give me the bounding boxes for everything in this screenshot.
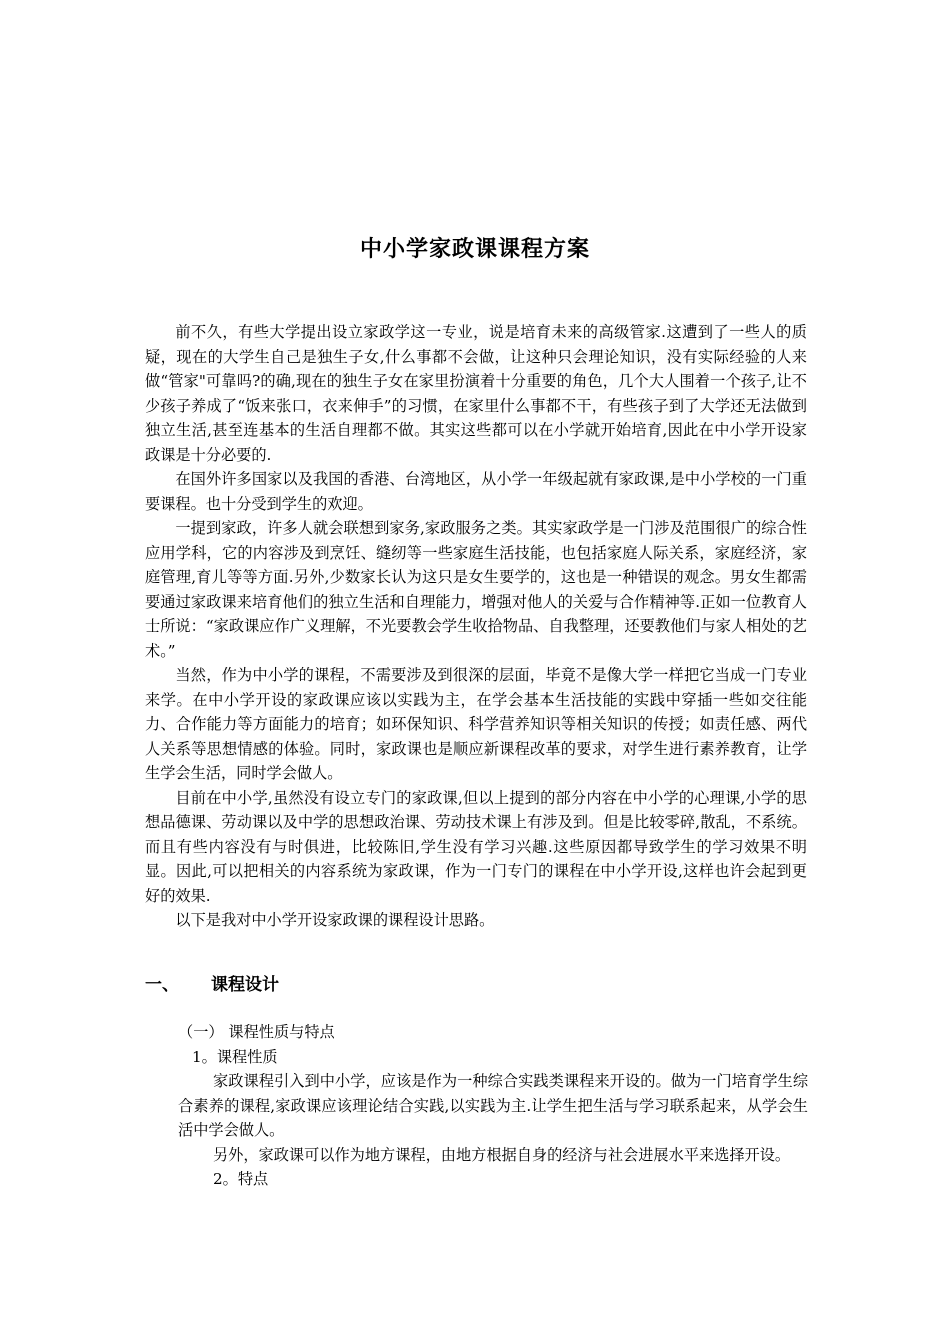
paragraph: 另外，家政课可以作为地方课程，由地方根据自身的经济与社会进展水平来选择开设。 — [212, 1145, 791, 1164]
point-heading: 2。特点 — [213, 1170, 269, 1188]
sub-heading: （一） 课程性质与特点 — [178, 1023, 335, 1041]
point-heading: 1。课程性质 — [192, 1047, 278, 1066]
paragraph: 当然，作为中小学的课程，不需要涉及到很深的层面，毕竟不是像大学一样把它当成一门专业来学。在中小学开设的家政课应该以实践为主，在学会基本生活技能的实践中穿插一些如交往能力、合作能力等方面能力的培育；如环保知识、科学营养知识等相关知识的传授；如责任感、两代人关系等思想情感的体验。同时，家政课也是顺应新课程改革的要求，对学生进行素养教育，让学生学会生活，同时学会做人。 — [145, 666, 807, 782]
section-heading — [145, 970, 279, 995]
document-title: 中小学家政课课程方案 — [359, 237, 590, 262]
section-number: 一、 — [145, 975, 179, 995]
section-body — [178, 1020, 808, 1192]
paragraph: 一提到家政，许多人就会联想到家务,家政服务之类。其实家政学是一门涉及范围很广的综合性应用学科，它的内容涉及到烹饪、缝纫等一些家庭生活技能，也包括家庭人际关系，家庭经济，家庭管理,育儿等等方面.另外,少数家长认为这只是女生要学的，这也是一种错误的观念。男女生都需要通过家政课来培育他们的独立生活和自理能力，增强对他人的关爱与合作精神等.正如一位教育人士所说：“家政课应作广义理解，不光要教会学生收拾物品、自我整理，还要教他们与家人相处的艺术。” — [145, 519, 807, 660]
paragraph: 目前在中小学,虽然没有设立专门的家政课,但以上提到的部分内容在中小学的心理课,小学的思想品德课、劳动课以及中学的思想政治课、劳动技术课上有涉及到。但是比较零碎,散乱，不系统。而且有些内容没有与时俱进，比较陈旧,学生没有学习兴趣.这些原因都导致学生的学习效果不明显。因此,可以把相关的内容系统为家政课，作为一门专门的课程在中小学开设,这样也许会起到更好的效果. — [145, 788, 807, 905]
section-title: 课程设计 — [211, 975, 279, 995]
paragraph: 前不久，有些大学提出设立家政学这一专业，说是培育未来的高级管家.这遭到了一些人的质疑，现在的大学生自己是独生子女,什么事都不会做，让这种只会理论知识，没有实际经验的人来做“管家"可靠吗?的确,现在的独生子女在家里扮演着十分重要的角色，几个大人围着一个孩子,让不少孩子养成了“饭来张口，衣来伸手”的习惯，在家里什么事都不干，有些孩子到了大学还无法做到独立生活,甚至连基本的生活自理都不做。其实这些都可以在小学就开始培育,因此在中小学开设家政课是十分必要的. — [145, 323, 807, 464]
intro-body — [145, 320, 807, 933]
paragraph: 在国外许多国家以及我国的香港、台湾地区，从小学一年级起就有家政课,是中小学校的一门重要课程。也十分受到学生的欢迎。 — [145, 470, 807, 513]
paragraph: 家政课程引入到中小学，应该是作为一种综合实践类课程来开设的。做为一门培育学生综合素养的课程,家政课应该理论结合实践,以实践为主.让学生把生活与学习联系起来，从学会生活中学会做人。 — [178, 1072, 808, 1139]
paragraph: 以下是我对中小学开设家政课的课程设计思路。 — [175, 911, 495, 929]
